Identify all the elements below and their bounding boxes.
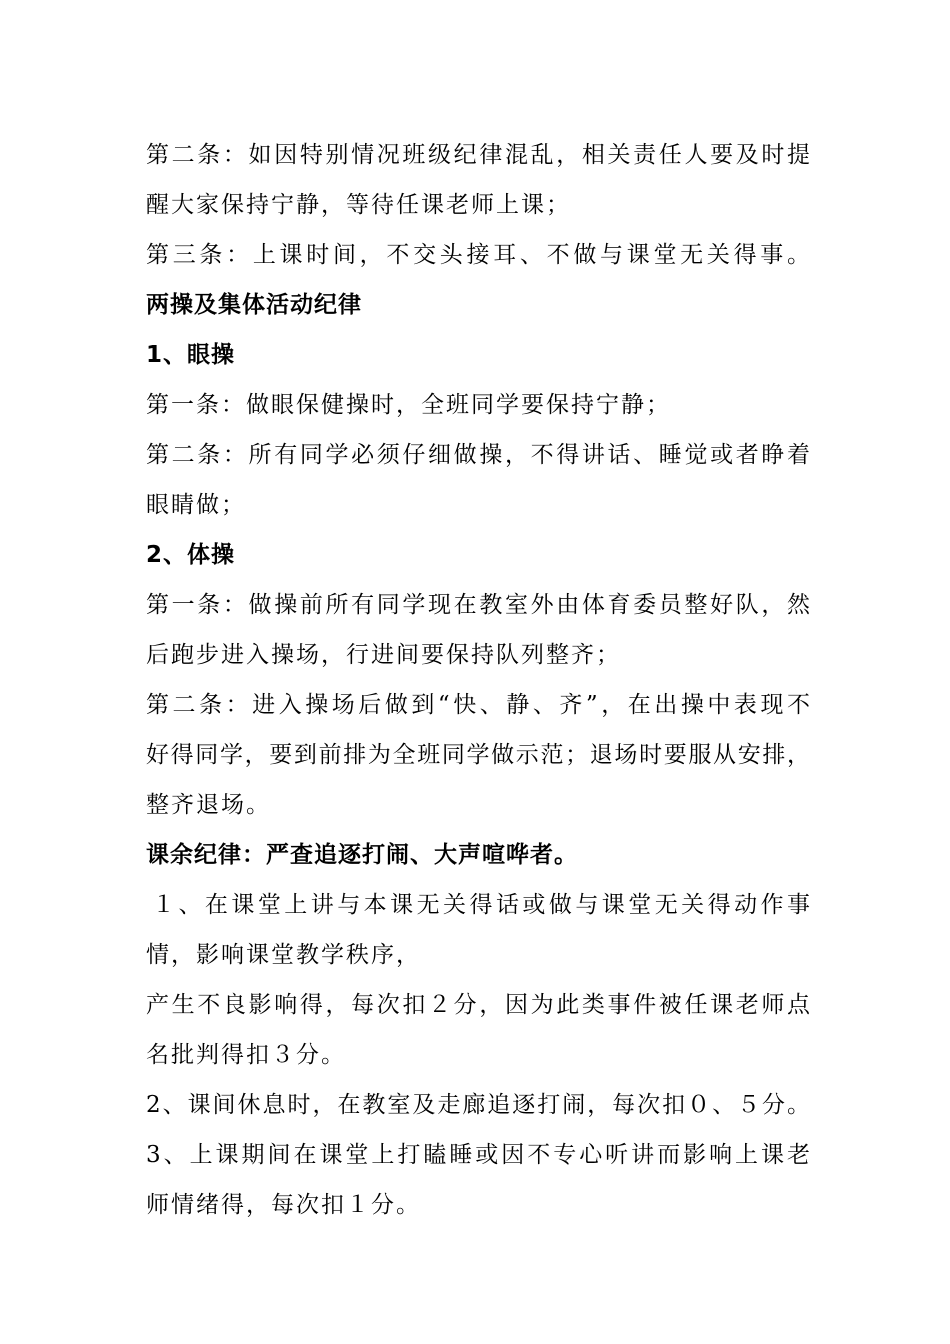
rule-2: 2、课间休息时，在教室及走廊追逐打闹，每次扣０、５分。 — [146, 1092, 810, 1118]
eye-article-2-line-2: 眼睛做； — [146, 492, 246, 518]
gym-article-2-line-1: 第二条：进入操场后做到“快、静、齐”，在出操中表现不 — [146, 692, 810, 718]
eye-article-1: 第一条：做眼保健操时，全班同学要保持宁静； — [146, 392, 671, 418]
article-2-line-1: 第二条：如因特别情况班级纪律混乱，相关责任人要及时提 — [146, 142, 810, 168]
rule-1-line-1: １、在课堂上讲与本课无关得话或做与课堂无关得动作事 — [152, 892, 810, 918]
rule-3-line-1: 3、上课期间在课堂上打瞌睡或因不专心听讲而影响上课老 — [146, 1142, 810, 1168]
subheading-eye-exercise: 1、眼操 — [146, 342, 236, 368]
rule-3-line-2: 师情绪得，每次扣１分。 — [146, 1192, 421, 1218]
rule-1-line-4: 名批判得扣３分。 — [146, 1042, 346, 1068]
article-2-line-2: 醒大家保持宁静，等待任课老师上课； — [146, 192, 571, 218]
rule-1-line-2: 情，影响课堂教学秩序， — [146, 942, 421, 968]
document-body — [146, 130, 810, 1230]
section-heading-exercises: 两操及集体活动纪律 — [146, 292, 362, 318]
gym-article-1-line-1: 第一条：做操前所有同学现在教室外由体育委员整好队，然 — [146, 592, 810, 618]
rule-1-line-3: 产生不良影响得，每次扣２分，因为此类事件被任课老师点 — [146, 992, 810, 1018]
section-heading-after-class: 课余纪律：严查追逐打闹、大声喧哗者。 — [146, 842, 578, 868]
gym-article-1-line-2: 后跑步进入操场，行进间要保持队列整齐； — [146, 642, 621, 668]
subheading-gymnastics: 2、体操 — [146, 542, 236, 568]
gym-article-2-line-3: 整齐退场。 — [146, 792, 271, 818]
article-3: 第三条：上课时间，不交头接耳、不做与课堂无关得事。 — [146, 242, 810, 268]
gym-article-2-line-2: 好得同学，要到前排为全班同学做示范；退场时要服从安排， — [146, 742, 810, 768]
eye-article-2-line-1: 第二条：所有同学必须仔细做操，不得讲话、睡觉或者睁着 — [146, 442, 810, 468]
